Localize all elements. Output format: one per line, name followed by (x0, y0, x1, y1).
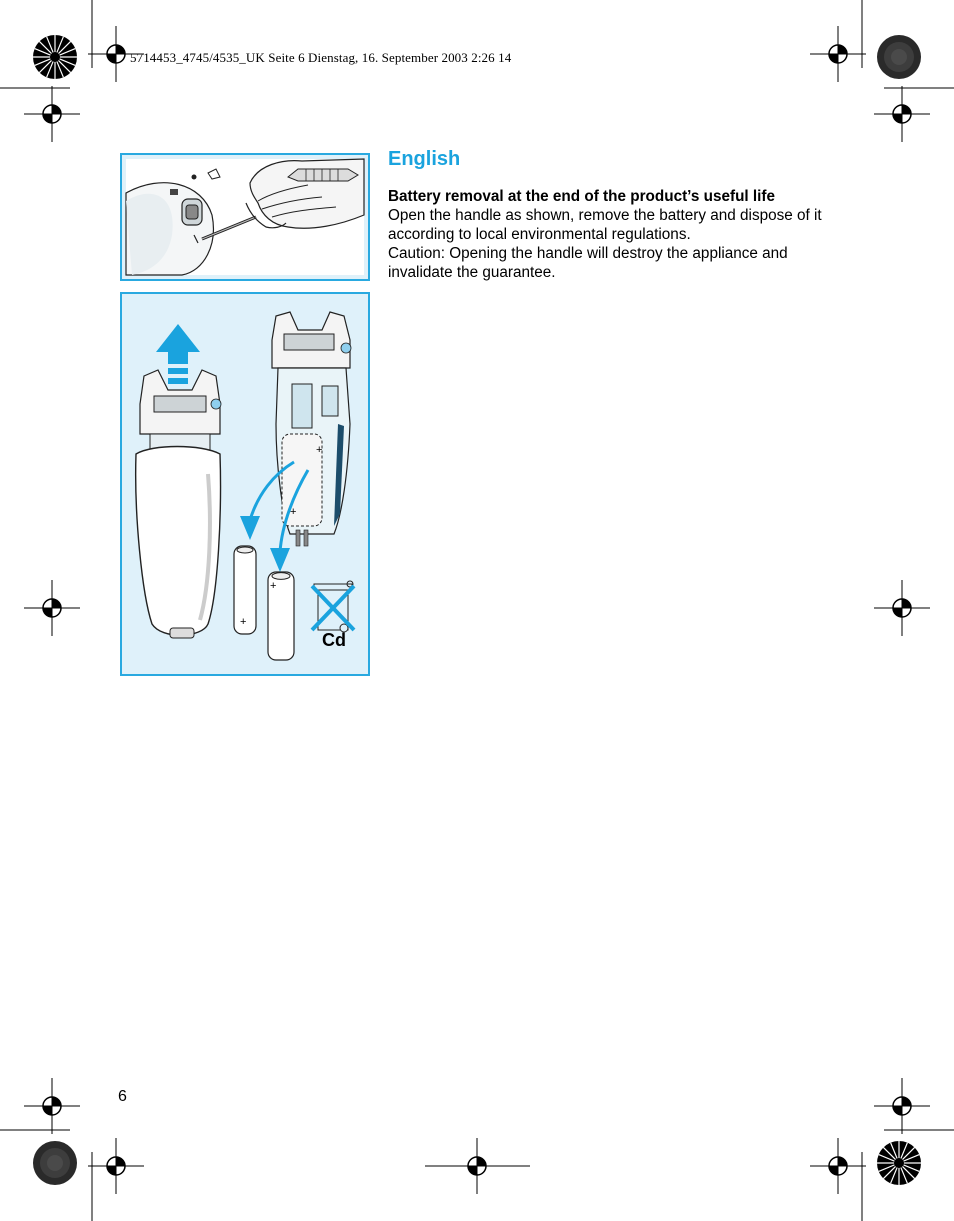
star-target-icon (876, 1140, 922, 1186)
paragraph: Open the handle as shown, remove the battery and dispose of it according to local environmental regulations. (388, 207, 822, 243)
figure-open-handle (120, 153, 370, 281)
battery-plus-mark: + (316, 444, 323, 456)
bin-label-cd: Cd (322, 630, 346, 650)
subheading: Battery removal at the end of the product’s useful life (388, 188, 776, 205)
page-number: 6 (118, 1088, 127, 1105)
up-arrow-icon (156, 324, 200, 364)
instructions-block (388, 187, 848, 282)
battery-plus-mark: + (270, 580, 277, 592)
open-handle-illustration (122, 155, 368, 279)
paragraph: Caution: Opening the handle will destroy the appliance and invalidate the guarantee. (388, 245, 788, 281)
star-target-icon (32, 34, 78, 80)
figure-remove-battery (120, 292, 370, 676)
battery-plus-mark: + (240, 616, 247, 628)
print-slug: 5714453_4745/4535_UK Seite 6 Dienstag, 16. September 2003 2:26 14 (130, 50, 512, 65)
section-heading: English (388, 148, 461, 170)
battery-plus-mark: + (290, 506, 297, 518)
gray-target-icon (876, 34, 922, 80)
gray-target-icon (32, 1140, 78, 1186)
